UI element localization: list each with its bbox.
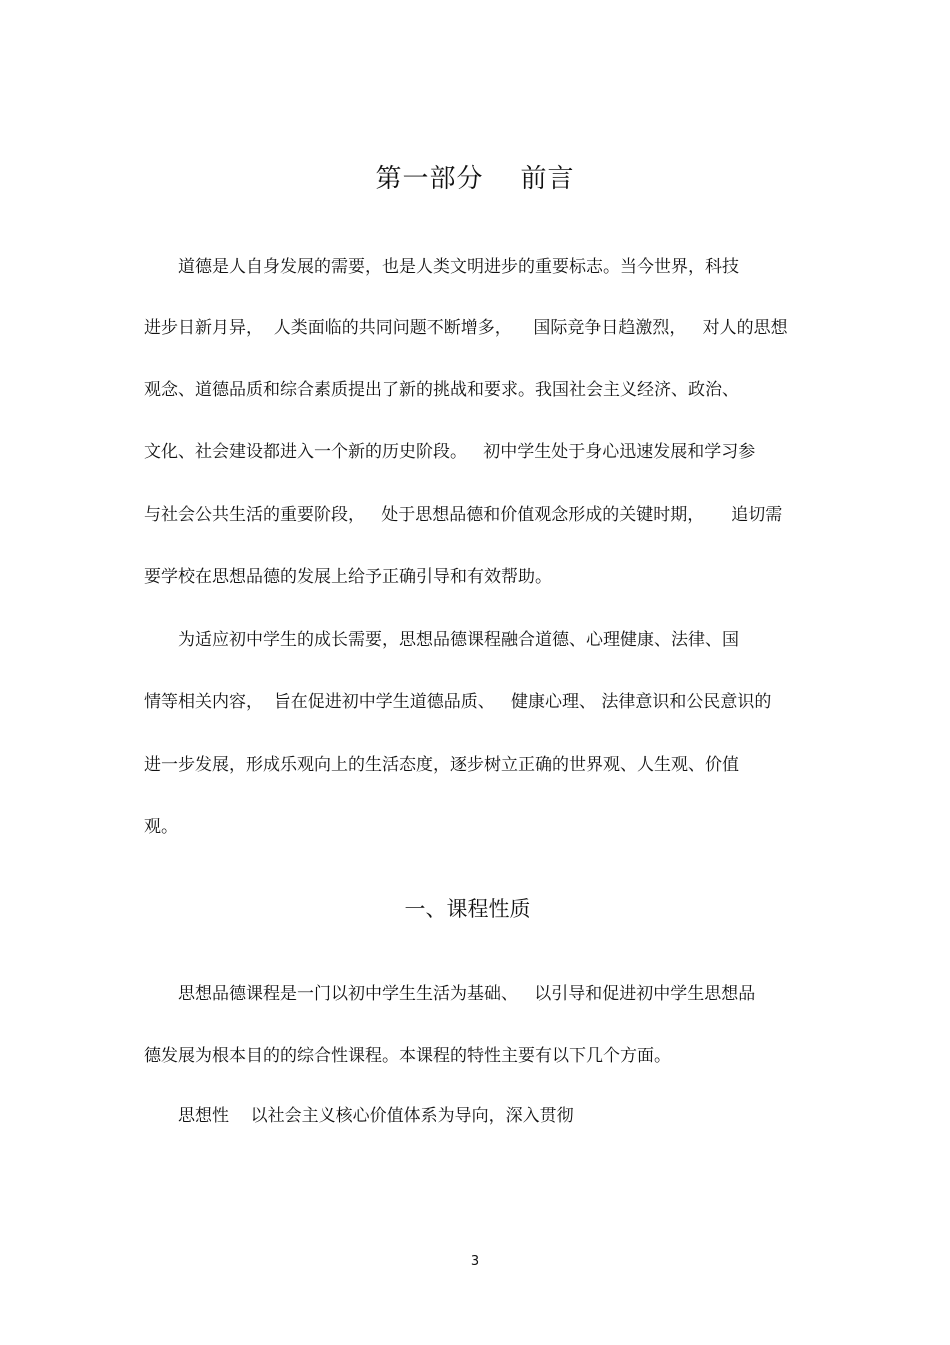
paragraph-2-line-1: 为适应初中学生的成长需要，思想品德课程融合道德、心理健康、法律、国 [178,630,739,650]
paragraph-2-line-3: 进一步发展，形成乐观向上的生活态度，逐步树立正确的世界观、人生观、价值 [144,755,739,775]
section-title: 一、课程性质 [404,897,531,921]
paragraph-1-line-1: 道德是人自身发展的需要，也是人类文明进步的重要标志。当今世界，科技 [178,257,739,277]
section-paragraph-1-line-2: 德发展为根本目的的综合性课程。本课程的特性主要有以下几个方面。 [144,1046,671,1066]
paragraph-1-line-6: 要学校在思想品德的发展上给予正确引导和有效帮助。 [144,567,552,587]
paragraph-1-line-5: 与社会公共生活的重要阶段， 处于思想品德和价值观念形成的关键时期， 追切需 [144,505,783,525]
page-title: 第一部分 前言 [375,164,575,194]
paragraph-2-line-2: 情等相关内容， 旨在促进初中学生道德品质、 健康心理、 法律意识和公民意识的 [144,692,772,712]
paragraph-1-line-3: 观念、道德品质和综合素质提出了新的挑战和要求。我国社会主义经济、政治、 [144,380,739,400]
section-paragraph-1-line-1: 思想品德课程是一门以初中学生生活为基础、 以引导和促进初中学生思想品 [178,984,756,1004]
section-paragraph-2-line-1: 思想性 以社会主义核心价值体系为导向，深入贯彻 [178,1106,574,1126]
paragraph-2-line-4: 观。 [144,817,178,837]
paragraph-1-line-2: 进步日新月异， 人类面临的共同问题不断增多， 国际竞争日趋激烈， 对人的思想 [144,318,788,338]
page-number: 3 [470,1254,480,1269]
paragraph-1-line-4: 文化、社会建设都进入一个新的历史阶段。 初中学生处于身心迅速发展和学习参 [144,442,756,462]
